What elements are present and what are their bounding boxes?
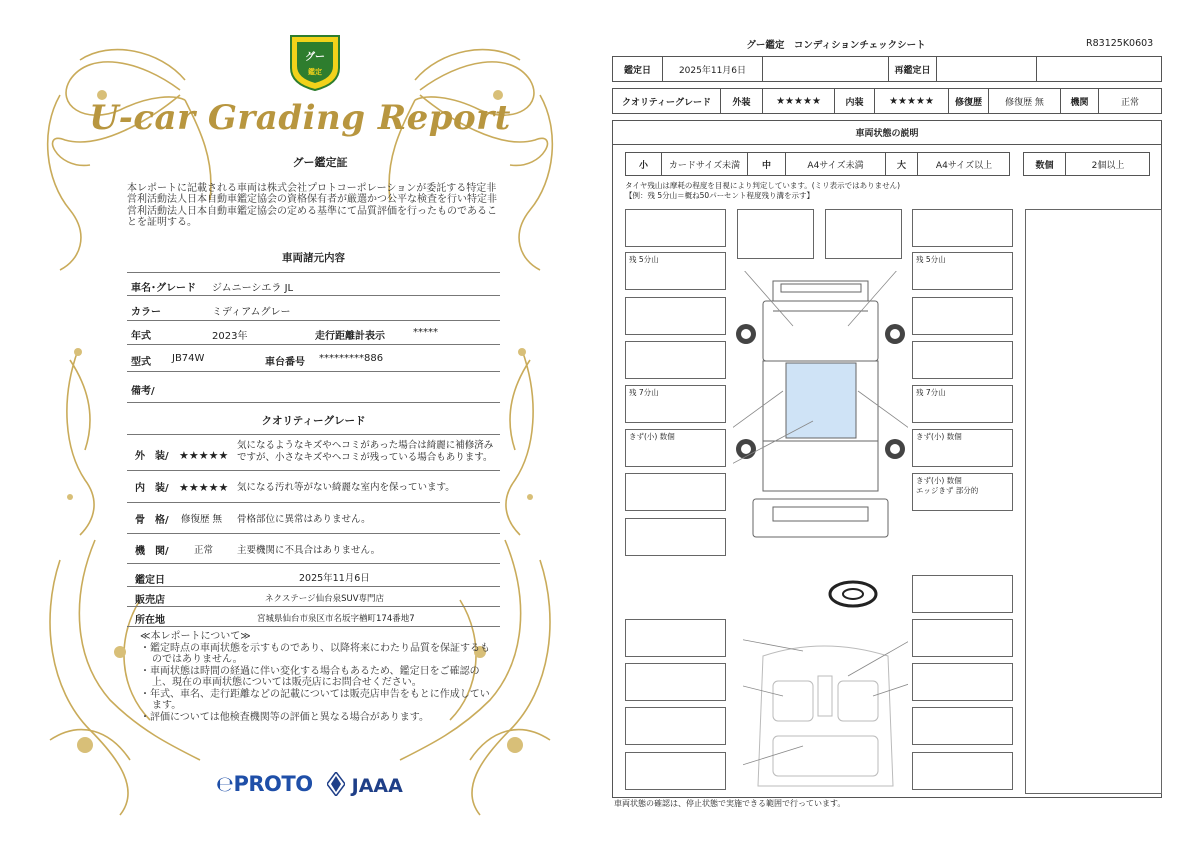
count-label: 数個 bbox=[1024, 153, 1066, 175]
tire-box-front-left: 残 5分山 bbox=[625, 252, 726, 290]
specs-title: 車両諸元内容 bbox=[282, 252, 345, 264]
damage-box bbox=[625, 297, 726, 335]
tire-box-rear-right: 残 7分山 bbox=[912, 385, 1013, 423]
count-value: 2個以上 bbox=[1091, 160, 1125, 171]
quality-title: クオリティーグレード bbox=[261, 415, 366, 427]
car-name-row bbox=[127, 272, 500, 296]
tire-note-2: 【例：残 5分山＝概ね50パーセント程度残り溝を示す】 bbox=[625, 191, 815, 200]
damage-box bbox=[625, 473, 726, 511]
scratch-box-rear: きず(小) 数個 エッジきず 部分的 bbox=[912, 473, 1013, 511]
address-value: 宮城県仙台市泉区市名坂字楢町174番地7 bbox=[257, 614, 415, 624]
certificate-statement: 本レポートに記載される車両は株式会社プロトコーポレーションが委託する特定非営利活動法人日本自動車鑑定協会の資格保有者が厳選かつ公平な検査を行い特定非営利活動法人日本自動車鑑定協会の定める基準にて品質評価を行ったものであることを証明する。 bbox=[127, 183, 497, 229]
tire-box-front-right: 残 5分山 bbox=[912, 252, 1013, 290]
certificate-title: グー鑑定証 bbox=[292, 156, 348, 169]
note-item: ・鑑定時点の車両状態を示すものであり、以降将来にわたり品質を保証するものではありません。 bbox=[140, 642, 490, 665]
exterior-row bbox=[127, 434, 500, 471]
legend-medium: 中 bbox=[748, 153, 786, 175]
car-interior-diagram-icon bbox=[743, 636, 908, 796]
model-label: 型式 bbox=[131, 357, 151, 368]
interior-box bbox=[625, 663, 726, 701]
svg-text:鑑定: 鑑定 bbox=[308, 68, 322, 76]
remarks-label: 備考/ bbox=[131, 386, 155, 397]
sheet-code: R83125K0603 bbox=[1086, 38, 1154, 49]
count-legend bbox=[1023, 152, 1150, 176]
interior-box bbox=[912, 663, 1013, 701]
interior-stars: ★★★★★ bbox=[179, 481, 229, 494]
address-row bbox=[127, 607, 500, 627]
jaaa-mark-icon bbox=[327, 772, 345, 796]
tire-box-rear-left: 残 7分山 bbox=[625, 385, 726, 423]
tire-note-1: タイヤ残山は摩耗の程度を目視により判定しています。(ミリ表示ではありません) bbox=[625, 181, 901, 190]
legend-medium-desc: A4サイズ未満 bbox=[786, 153, 886, 175]
frame-value: 修復歴 無 bbox=[181, 514, 223, 525]
note-item: ・年式、車名、走行距離などの記載については販売店申告をもとに作成しています。 bbox=[140, 688, 490, 711]
date-bar bbox=[612, 56, 1162, 82]
legend-small-desc: カードサイズ未満 bbox=[662, 153, 748, 175]
svg-text:グー: グー bbox=[305, 52, 325, 63]
int-label: 内装 bbox=[835, 89, 875, 113]
engine-desc: 主要機関に不具合はありません。 bbox=[237, 545, 381, 556]
quality-bar bbox=[612, 88, 1162, 114]
date-value: 2025年11月6日 bbox=[299, 573, 370, 584]
damage-box bbox=[912, 341, 1013, 379]
sheet-title: グー鑑定 コンディションチェックシート bbox=[746, 40, 926, 51]
interior-box bbox=[625, 752, 726, 790]
year-value: 2023年 bbox=[212, 331, 248, 342]
sheet-footer: 車両状態の確認は、停止状態で実施できる範囲で行っています。 bbox=[614, 799, 846, 808]
frame-row bbox=[127, 503, 500, 534]
interior-box bbox=[912, 619, 1013, 657]
note-item: ・評価については他検査機関等の評価と異なる場合があります。 bbox=[140, 711, 429, 723]
damage-box bbox=[625, 209, 726, 247]
legend-large: 大 bbox=[886, 153, 918, 175]
year-row bbox=[127, 321, 500, 345]
scratch-box-right: きず(小) 数個 bbox=[912, 429, 1013, 467]
scratch-box-left: きず(小) 数個 bbox=[625, 429, 726, 467]
model-value: JB74W bbox=[172, 353, 205, 364]
interior-box bbox=[625, 619, 726, 657]
color-label: カラー bbox=[131, 307, 161, 318]
frame-label: 骨 格/ bbox=[135, 515, 169, 526]
interior-desc: 気になる汚れ等がない綺麗な室内を保っています。 bbox=[237, 482, 455, 493]
redate-label: 再鑑定日 bbox=[889, 57, 937, 81]
mileage-value: ***** bbox=[413, 327, 438, 338]
color-row bbox=[127, 296, 500, 321]
redate-value bbox=[937, 57, 1037, 81]
damage-box bbox=[625, 518, 726, 556]
damage-box bbox=[825, 209, 902, 259]
blank-cell bbox=[763, 57, 889, 81]
comment-column bbox=[1025, 209, 1162, 794]
interior-box bbox=[912, 707, 1013, 745]
proto-mark-icon: ℮ bbox=[216, 772, 234, 796]
car-exterior-diagram-icon bbox=[733, 271, 908, 546]
address-label: 所在地 bbox=[135, 615, 165, 626]
steering-wheel-icon bbox=[827, 579, 879, 609]
engine-label: 機関 bbox=[1061, 89, 1099, 113]
damage-box bbox=[912, 209, 1013, 247]
interior-row bbox=[127, 471, 500, 503]
steering-box bbox=[912, 575, 1013, 613]
engine-label: 機 関/ bbox=[135, 546, 169, 557]
chassis-label: 車台番号 bbox=[265, 357, 305, 368]
shop-value: ネクステージ仙台泉SUV専門店 bbox=[265, 594, 385, 604]
shop-row bbox=[127, 587, 500, 607]
engine-value: 正常 bbox=[1120, 97, 1139, 108]
sheet-date-label: 鑑定日 bbox=[613, 57, 663, 81]
exterior-stars: ★★★★★ bbox=[179, 449, 229, 462]
mileage-label: 走行距離計表示 bbox=[315, 331, 385, 342]
damage-box bbox=[625, 341, 726, 379]
ext-label: 外装 bbox=[721, 89, 763, 113]
interior-label: 内 装/ bbox=[135, 483, 169, 494]
color-value: ミディアムグレー bbox=[212, 307, 291, 318]
interior-box bbox=[625, 707, 726, 745]
exterior-desc: 気になるようなキズやヘコミがあった場合は綺麗に補修済みですが、小さなキズやヘコミが残っている場合もあります。 bbox=[237, 440, 494, 463]
frame-desc: 骨格部位に異常はありません。 bbox=[237, 514, 371, 525]
quality-label: クオリティーグレード bbox=[613, 89, 721, 113]
note-item: ・車両状態は時間の経過に伴い変化する場合もあるため、鑑定日をご確認の上、現在の車両状態については販売店にお問合せください。 bbox=[140, 665, 480, 688]
car-name-value: ジムニーシエラ JL bbox=[212, 283, 294, 294]
state-title: 車両状態の説明 bbox=[613, 121, 1161, 145]
engine-row bbox=[127, 534, 500, 564]
vehicle-state-panel bbox=[612, 120, 1162, 798]
proto-logo: ℮PROTO bbox=[216, 772, 313, 796]
note-heading: ≪本レポートについて≫ bbox=[140, 631, 251, 642]
repair-value: 修復歴 無 bbox=[989, 89, 1061, 113]
size-legend bbox=[625, 152, 1010, 176]
int-stars: ★★★★★ bbox=[875, 89, 949, 113]
date-label: 鑑定日 bbox=[135, 575, 165, 586]
exterior-label: 外 装/ bbox=[135, 451, 169, 462]
script-title: U-car Grading Report bbox=[89, 98, 511, 138]
legend-small: 小 bbox=[626, 153, 662, 175]
legend-large-desc: A4サイズ以上 bbox=[935, 160, 993, 171]
damage-box bbox=[737, 209, 814, 259]
jaaa-logo: JAAA bbox=[327, 772, 403, 797]
damage-box bbox=[912, 297, 1013, 335]
report-notes bbox=[140, 631, 492, 723]
interior-box bbox=[912, 752, 1013, 790]
repair-label: 修復歴 bbox=[949, 89, 989, 113]
engine-value: 正常 bbox=[194, 545, 214, 556]
car-name-label: 車名･グレード bbox=[131, 283, 196, 294]
sheet-date-value: 2025年11月6日 bbox=[663, 57, 763, 81]
model-row bbox=[127, 345, 500, 372]
ext-stars: ★★★★★ bbox=[763, 89, 835, 113]
date-row bbox=[127, 564, 500, 587]
year-label: 年式 bbox=[131, 331, 151, 342]
remarks-row bbox=[127, 372, 500, 403]
shop-label: 販売店 bbox=[135, 595, 165, 606]
goo-kantei-emblem-icon bbox=[287, 30, 343, 92]
condition-check-sheet bbox=[600, 0, 1200, 848]
chassis-value: *********886 bbox=[319, 353, 384, 364]
